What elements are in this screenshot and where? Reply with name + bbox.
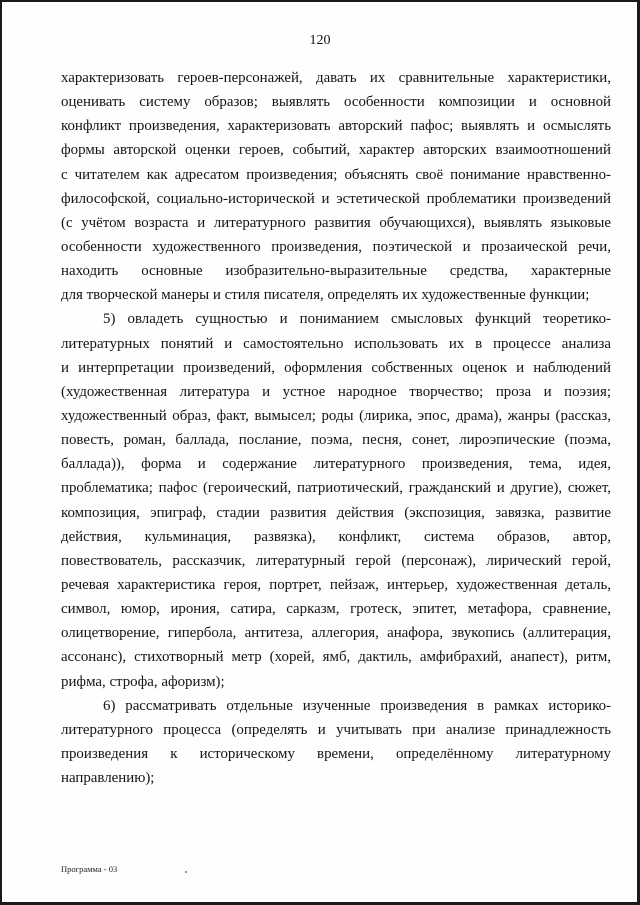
text-line: проблематика; пафос (героический, патриотический, гражданский и другие), сюжет, <box>61 480 611 497</box>
text-line: (с учётом возраста и литературного развития обучающихся), выявлять языковые <box>61 214 611 231</box>
text-line: 6) рассматривать отдельные изученные произведения в рамках историко- <box>103 697 611 714</box>
text-line: литературного процесса (определять и учитывать при анализе принадлежность <box>61 721 611 738</box>
scan-border-top <box>0 0 640 2</box>
footer-label: Программа - 03 <box>61 864 118 874</box>
text-line: повествователь, рассказчик, литературный герой (персонаж), лирический герой, <box>61 552 611 569</box>
text-line: произведения к историческому времени, определённому литературному <box>61 745 611 762</box>
text-line: олицетворение, гипербола, антитеза, аллегория, анафора, звукопись (аллитерация, <box>61 625 611 642</box>
text-line: ассонанс), стихотворный метр (хорей, ямб, дактиль, амфибрахий, анапест), ритм, <box>61 649 611 666</box>
text-line: конфликт произведения, характеризовать авторский пафос; выявлять и осмыслять <box>61 118 611 135</box>
text-line: (художественная литература и устное народное творчество; проза и поэзия; <box>61 383 611 400</box>
text-line: баллада)), форма и содержание литературного произведения, тема, идея, <box>61 456 611 473</box>
text-line: рифма, строфа, афоризм); <box>61 673 225 690</box>
text-line: находить основные изобразительно-выразительные средства, характерные <box>61 263 611 280</box>
text-line: композиция, эпиграф, стадии развития действия (экспозиция, завязка, развитие <box>61 504 611 521</box>
text-line: философской, социально-исторической и эстетической проблематики произведений <box>61 190 611 207</box>
page-number: 120 <box>309 33 331 48</box>
text-line: символ, юмор, ирония, сатира, сарказм, гротеск, эпитет, метафора, сравнение, <box>61 601 611 618</box>
text-line: характеризовать героев-персонажей, давать их сравнительные характеристики, <box>61 70 611 86</box>
text-line: повесть, роман, баллада, послание, поэма, песня, сонет, лироэпические (поэма, <box>61 432 611 449</box>
scan-speck <box>185 871 187 873</box>
text-line: формы авторской оценки героев, событий, характер авторских взаимоотношений <box>61 142 611 159</box>
text-line: литературных понятий и самостоятельно использовать их в процессе анализа <box>61 335 611 352</box>
text-line: с читателем как адресатом произведения; объяснять своё понимание нравственно- <box>61 166 611 183</box>
text-line: 5) овладеть сущностью и пониманием смысловых функций теоретико- <box>103 311 611 328</box>
text-line: для творческой манеры и стиля писателя, определять их художественные функции; <box>61 287 590 304</box>
text-line: действия, кульминация, развязка), конфликт, система образов, автор, <box>61 528 611 545</box>
scan-border-left <box>0 0 2 905</box>
text-line: художественный образ, факт, вымысел; роды (лирика, эпос, драма), жанры (рассказ, <box>61 407 611 424</box>
text-line: особенности художественного произведения, поэтической и прозаической речи, <box>61 238 611 255</box>
text-line: оценивать систему образов; выявлять особенности композиции и основной <box>61 94 611 111</box>
text-line: речевая характеристика героя, портрет, пейзаж, интерьер, художественная деталь, <box>61 576 611 593</box>
text-line: и интерпретации произведений, оформления собственных оценок и наблюдений <box>61 359 611 376</box>
text-line: направлению); <box>61 770 155 787</box>
body-text <box>61 66 611 790</box>
